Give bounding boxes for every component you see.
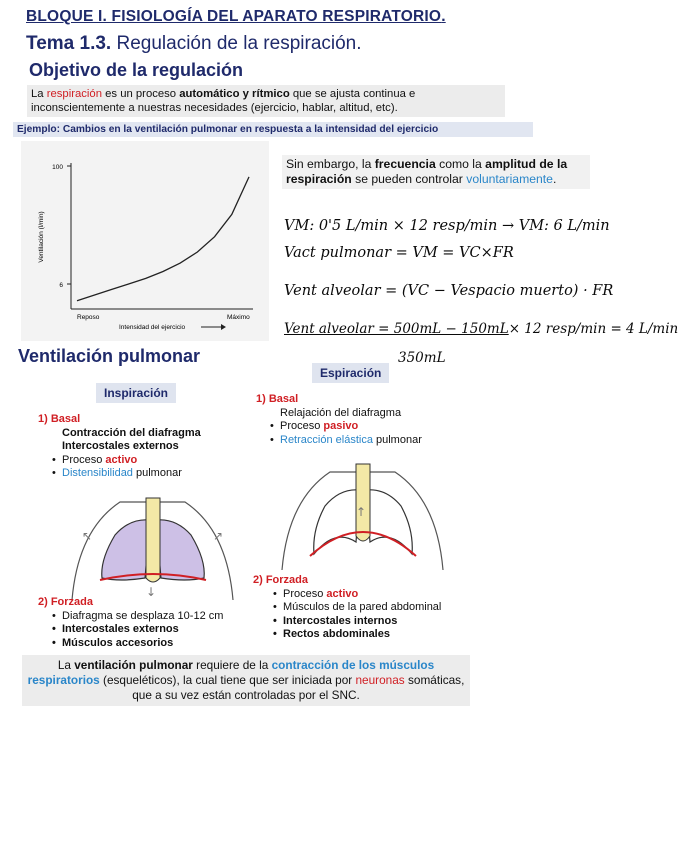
left-lung-icon xyxy=(102,520,150,580)
ventilation-title: Ventilación pulmonar xyxy=(18,346,201,366)
handwritten-line-4: Vent alveolar = 500mL − 150mL× 12 resp/min = 4 L/min xyxy=(284,321,678,337)
right-lung-icon xyxy=(366,490,412,554)
inspiracion-forzada-bullet: • Músculos accesorios xyxy=(62,637,258,651)
expiration-lungs-illustration xyxy=(270,458,455,573)
inspiracion-chip: Inspiración xyxy=(96,383,176,403)
inspiracion-basal-title: 1) Basal xyxy=(38,413,81,425)
inspiration-lungs-illustration xyxy=(60,490,245,600)
section-title: Objetivo de la regulación xyxy=(29,60,244,80)
x-tick-label-maximo: Máximo xyxy=(227,314,250,321)
inspiracion-forzada-title: 2) Forzada xyxy=(38,596,94,608)
tema-title: Tema 1.3. Regulación de la respiración. xyxy=(26,33,362,54)
airway-icon xyxy=(146,498,160,582)
inspiracion-basal-bullet: • Distensibilidad pulmonar xyxy=(62,467,248,481)
y-tick-label-100: 100 xyxy=(52,164,63,171)
ventilation-chart xyxy=(21,141,269,341)
chart-svg xyxy=(21,141,269,341)
x-axis-arrowhead xyxy=(221,324,226,330)
x-axis-label: Intensidad del ejercicio xyxy=(119,324,186,331)
outward-arrow-icon: ↗ xyxy=(213,529,224,543)
intro-paragraph: La respiración es un proceso automático y rítmico que se ajusta continua e inconscientemente a nuestras necesidades (ejercicio, hablar, altitud, etc). xyxy=(27,85,505,117)
inspiracion-basal xyxy=(38,413,248,481)
inspiracion-basal-item: Contracción del diafragma xyxy=(62,426,201,439)
espiracion-forzada-title: 2) Forzada xyxy=(253,574,309,586)
side-note: Sin embargo, la frecuencia como la amplitud de la respiración se pueden controlar voluntariamente. xyxy=(282,155,590,189)
left-lung-icon xyxy=(314,490,360,554)
x-tick-label-reposo: Reposo xyxy=(77,314,100,321)
inspiracion-basal-item: Intercostales externos xyxy=(62,440,179,452)
handwritten-line-4-denominator: 350mL xyxy=(398,350,446,366)
up-arrow-icon: ↑ xyxy=(356,505,367,519)
inspiracion-basal-bullet: • Proceso activo xyxy=(62,454,248,468)
bottom-note: La ventilación pulmonar requiere de la contracción de los músculos respiratorios (esqueléticos), la cual tiene que ser iniciada por neuronas somáticas, que a su vez están controladas por el SNC. xyxy=(22,655,470,706)
espiracion-forzada xyxy=(253,574,483,642)
espiracion-basal xyxy=(256,393,476,447)
espiracion-forzada-bullet: • Músculos de la pared abdominal xyxy=(283,601,483,615)
ventilation-curve xyxy=(77,177,249,301)
handwritten-line-3: Vent alveolar = (VC − Vespacio muerto) · FR xyxy=(284,283,614,299)
espiracion-basal-bullet: • Retracción elástica pulmonar xyxy=(280,434,476,448)
block-title: BLOQUE I. FISIOLOGÍA DEL APARATO RESPIRATORIO. xyxy=(26,8,446,25)
down-arrow-icon: ↓ xyxy=(146,585,157,599)
y-axis-label: Ventilación (l/min) xyxy=(38,211,45,263)
inspiracion-forzada-bullet: • Intercostales externos xyxy=(62,623,258,637)
espiracion-basal-item: Relajación del diafragma xyxy=(280,406,402,419)
espiracion-basal-bullet: • Proceso pasivo xyxy=(280,420,476,434)
espiracion-basal-title: 1) Basal xyxy=(256,393,299,405)
right-lung-icon xyxy=(156,520,204,580)
y-tick-label-6: 6 xyxy=(59,282,63,289)
handwritten-line-2: Vact pulmonar = VM = VC×FR xyxy=(284,245,514,261)
espiracion-forzada-bullet: • Rectos abdominales xyxy=(283,628,483,642)
example-caption: Ejemplo: Cambios en la ventilación pulmonar en respuesta a la intensidad del ejercicio xyxy=(13,122,533,137)
inspiracion-forzada xyxy=(38,596,258,650)
espiracion-forzada-bullet: • Proceso activo xyxy=(283,588,483,602)
airway-icon xyxy=(356,464,370,541)
espiracion-chip: Espiración xyxy=(312,363,389,383)
outward-arrow-icon: ↖ xyxy=(82,529,93,543)
espiracion-forzada-bullet: • Intercostales internos xyxy=(283,615,483,629)
inspiracion-forzada-bullet: • Diafragma se desplaza 10-12 cm xyxy=(62,610,258,624)
handwritten-line-1: VM: 0'5 L/min × 12 resp/min → VM: 6 L/min xyxy=(284,218,610,234)
